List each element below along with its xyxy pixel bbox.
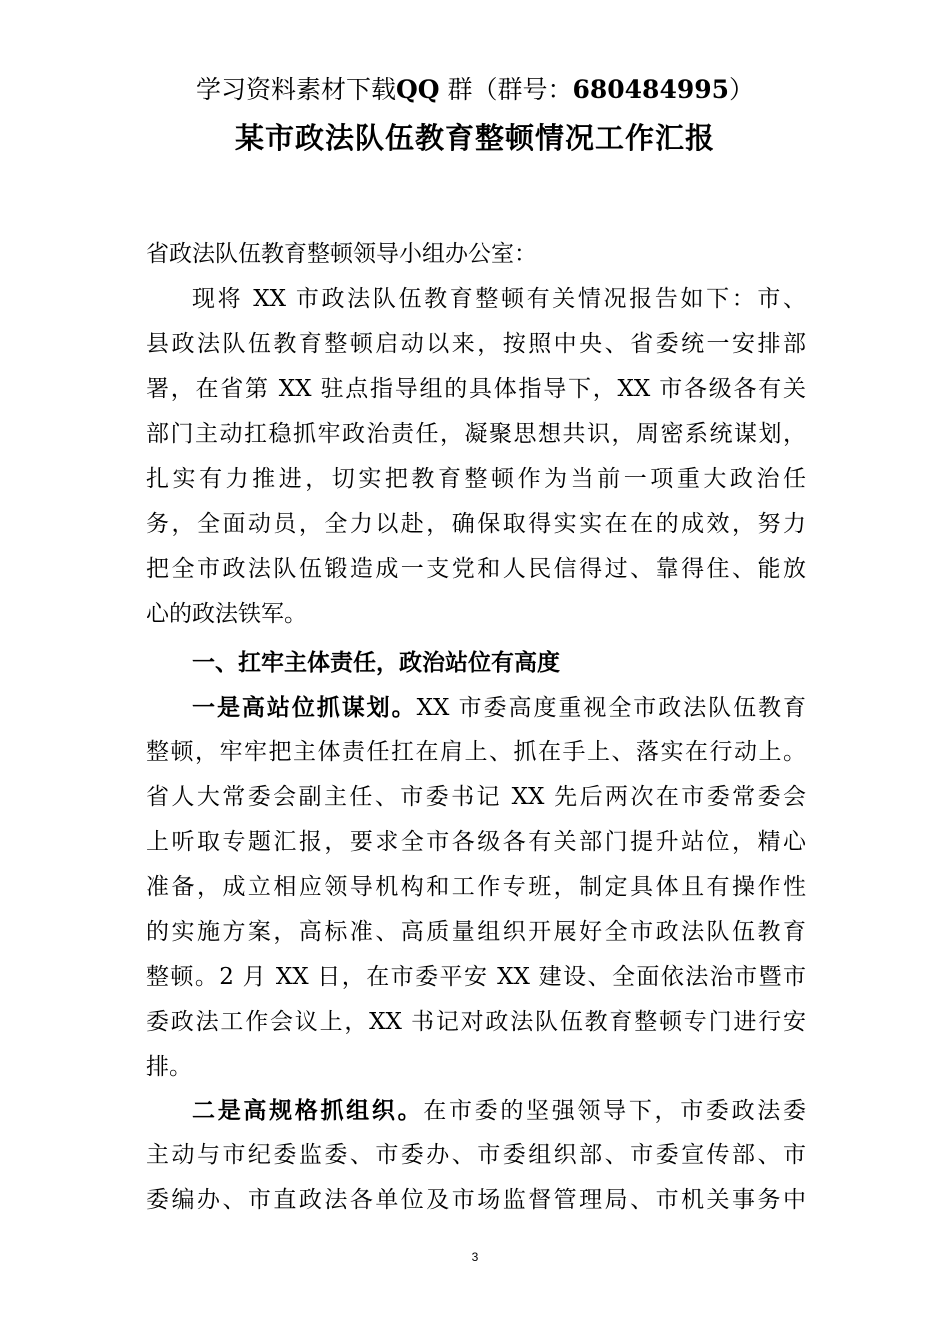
paragraph-line: 委编办、市直政法各单位及市场监督管理局、市机关事务中 [146, 1187, 806, 1213]
paragraph-line: 主动与市纪委监委、市委办、市委组织部、市委宣传部、市 [146, 1142, 806, 1168]
intro-line: 扎实有力推进，切实把教育整顿作为当前一项重大政治任 [146, 466, 806, 492]
document-header [0, 74, 950, 106]
paragraph-1 [146, 685, 806, 1090]
salutation: 省政法队伍教育整顿领导小组办公室： [146, 241, 537, 267]
paragraph-line: 的实施方案，高标准、高质量组织开展好全市政法队伍教育 [146, 919, 806, 945]
paragraph-lead: 二是高规格抓组织。 [192, 1097, 424, 1124]
intro-line: 把全市政法队伍锻造成一支党和人民信得过、靠得住、能放 [146, 556, 806, 582]
header-qq: QQ [395, 75, 440, 104]
header-prefix: 学习资料素材下载 [195, 75, 396, 104]
paragraph-line [146, 1088, 806, 1133]
paragraph-line: 排。 [146, 1054, 192, 1080]
intro-line: 务，全面动员，全力以赴，确保取得实实在在的成效，努力 [146, 511, 806, 537]
intro-line: 部门主动扛稳抓牢政治责任，凝聚思想共识，周密系统谋划， [146, 421, 806, 447]
intro-paragraph [146, 277, 806, 637]
section-heading-1: 一、扛牢主体责任，政治站位有高度 [192, 649, 560, 676]
intro-line: 心的政法铁军。 [146, 601, 307, 627]
salutation-block [146, 232, 806, 277]
paragraph-text: 在市委的坚强领导下，市委政法委 [423, 1098, 807, 1124]
paragraph-lead: 一是高站位抓谋划。 [192, 694, 417, 721]
page-number: 3 [471, 1250, 479, 1264]
header-suffix: ） [729, 75, 755, 104]
document-title: 某市政法队伍教育整顿情况工作汇报 [234, 121, 715, 155]
header-mid: 群（群号： [439, 75, 573, 104]
intro-line: 县政法队伍教育整顿启动以来，按照中央、省委统一安排部 [146, 331, 806, 357]
paragraph-line: 整顿。2 月 XX 日，在市委平安 XX 建设、全面依法治市暨市 [146, 964, 806, 990]
paragraph-line: 省人大常委会副主任、市委书记 XX 先后两次在市委常委会 [146, 784, 806, 810]
paragraph-line: 整顿，牢牢把主体责任扛在肩上、抓在手上、落实在行动上。 [146, 739, 806, 765]
intro-line: 现将 XX 市政法队伍教育整顿有关情况报告如下：市、 [192, 286, 806, 312]
paragraph-text: XX 市委高度重视全市政法队伍教育 [416, 695, 807, 721]
paragraph-line: 准备，成立相应领导机构和工作专班，制定具体且有操作性 [146, 874, 806, 900]
paragraph-2 [146, 1088, 806, 1223]
header-group-number: 680484995 [572, 75, 730, 104]
paragraph-line: 上听取专题汇报，要求全市各级各有关部门提升站位，精心 [146, 829, 806, 855]
paragraph-line [146, 685, 806, 730]
intro-line: 署，在省第 XX 驻点指导组的具体指导下，XX 市各级各有关 [146, 376, 806, 402]
paragraph-line: 委政法工作会议上，XX 书记对政法队伍教育整顿专门进行安 [146, 1009, 806, 1035]
